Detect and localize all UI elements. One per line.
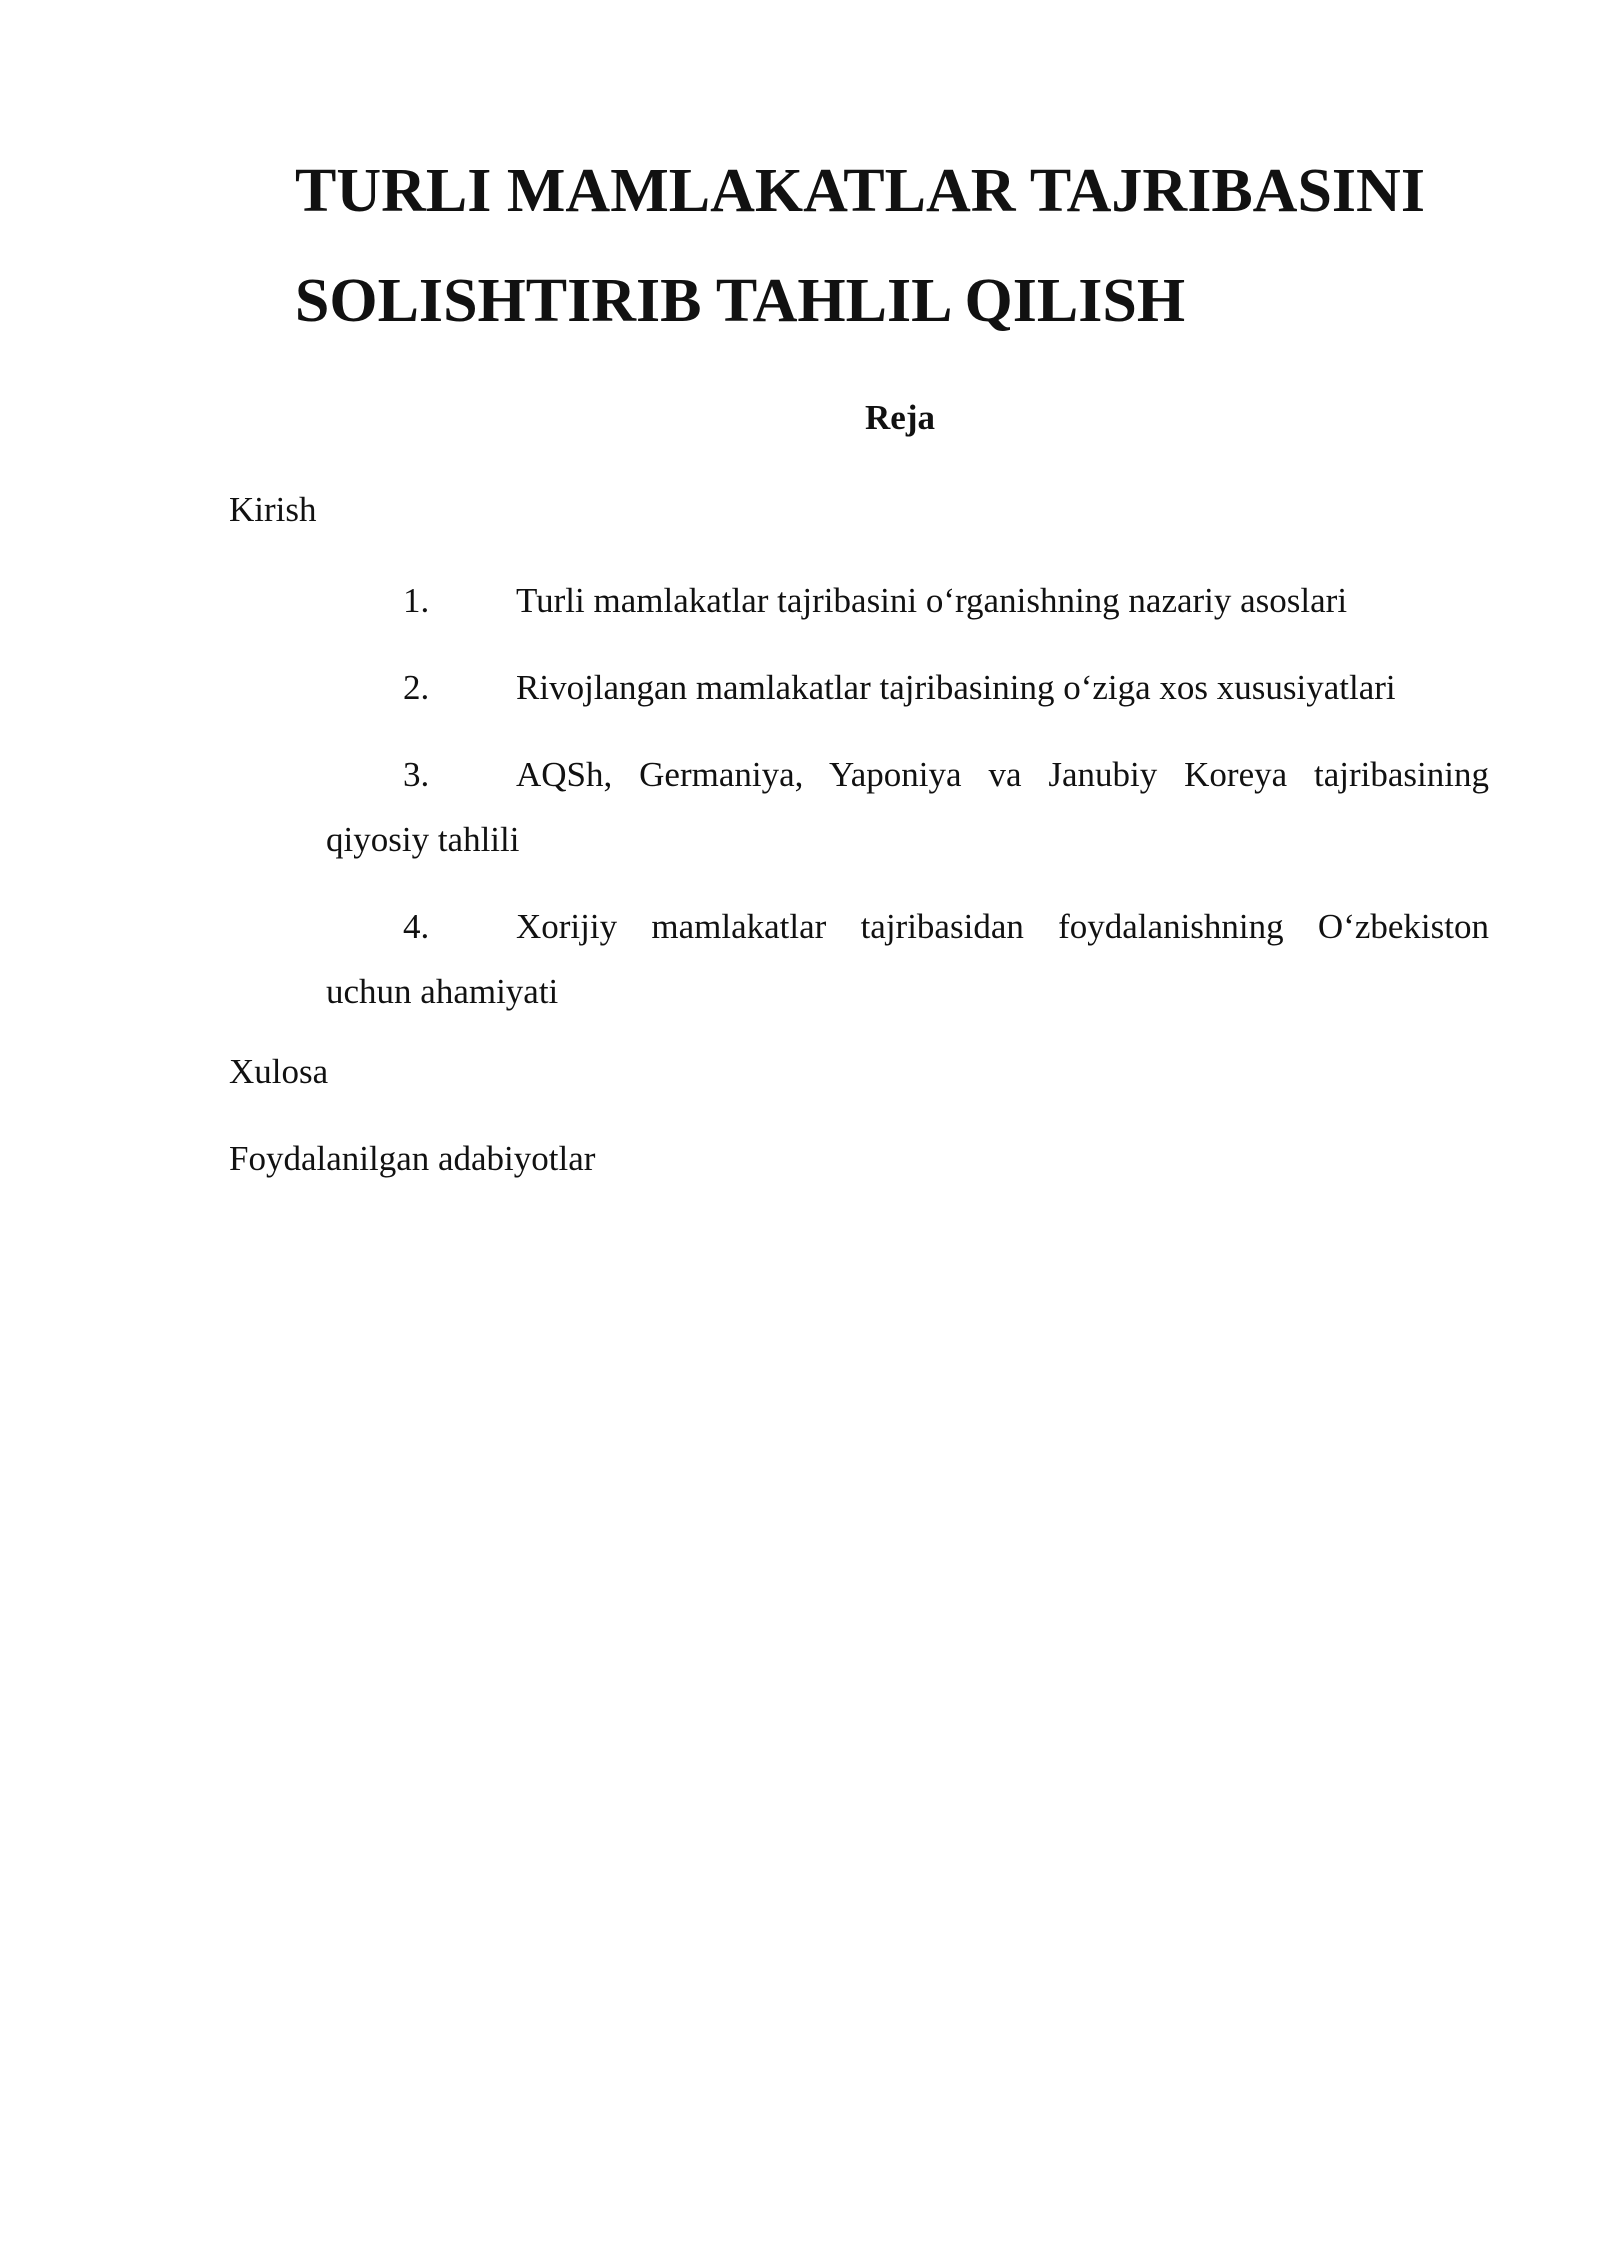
plan-item-continuation: uchun ahamiyati bbox=[326, 972, 559, 1011]
plan-item-number: 4. bbox=[403, 907, 430, 946]
plan-item-number: 3. bbox=[403, 755, 430, 794]
plan-item-continuation: qiyosiy tahlili bbox=[326, 820, 520, 859]
plan-item-2 bbox=[326, 655, 1489, 720]
plan-item-text: Rivojlangan mamlakatlar tajribasining o‘ziga xos xususiyatlari bbox=[516, 668, 1396, 707]
plan-item-number: 1. bbox=[403, 581, 430, 620]
plan-item-number: 2. bbox=[403, 668, 430, 707]
plan-item-text: AQSh, Germaniya, Yaponiya va Janubiy Koreya tajribasining bbox=[516, 755, 1489, 794]
plan-heading: Reja bbox=[865, 398, 935, 437]
document-title-line-2-text: SOLISHTIRIB TAHLIL QILISH bbox=[294, 267, 1186, 335]
plan-item-3 bbox=[326, 742, 1489, 872]
document-title-line-1: TURLI MAMLAKATLAR TAJRIBASINI bbox=[295, 157, 1425, 225]
plan-item-text: Turli mamlakatlar tajribasini o‘rganishning nazariy asoslari bbox=[516, 581, 1348, 620]
document-title-line-2 bbox=[0, 267, 1600, 335]
plan-item-4 bbox=[326, 894, 1489, 1024]
conclusion-entry: Xulosa bbox=[229, 1052, 329, 1091]
plan-item-text: Xorijiy mamlakatlar tajribasidan foydalanishning O‘zbekiston bbox=[516, 907, 1489, 946]
intro-entry: Kirish bbox=[229, 490, 317, 529]
references-entry: Foydalanilgan adabiyotlar bbox=[229, 1139, 596, 1178]
plan-item-1 bbox=[326, 568, 1489, 633]
